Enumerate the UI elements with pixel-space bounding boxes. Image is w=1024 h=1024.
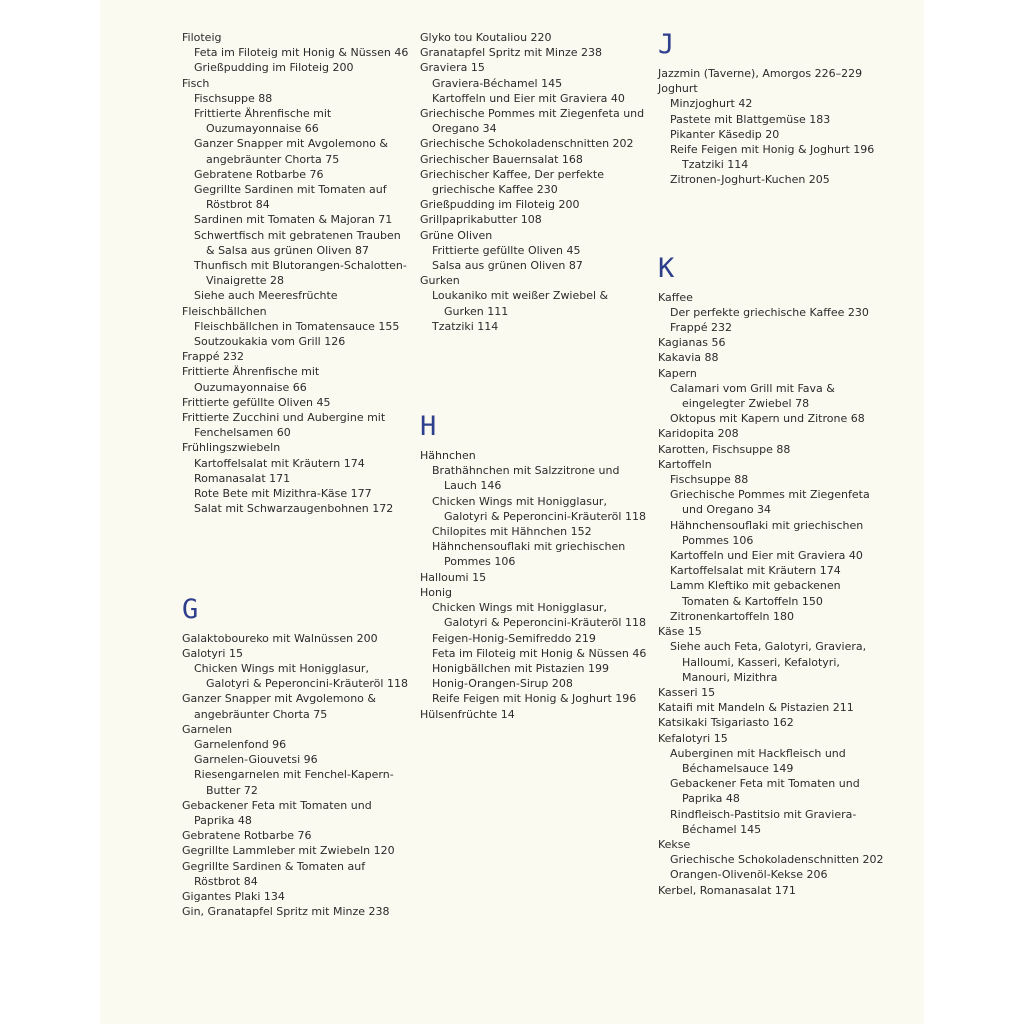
index-entry: Gin, Granatapfel Spritz mit Minze 238 [182, 905, 390, 919]
index-subentry: Brathähnchen mit Salzzitrone und Lauch 146 [432, 464, 620, 493]
index-entry: Galaktoboureko mit Walnüssen 200 [182, 631, 378, 645]
index-entry: Halloumi 15 [420, 570, 487, 584]
index-entry: Kagianas 56 [658, 336, 726, 350]
index-entry: Galotyri 15 [182, 646, 243, 660]
index-entry: Kasseri 15 [658, 685, 716, 699]
index-entry: Granatapfel Spritz mit Minze 238 [420, 46, 602, 60]
index-subentry: Hähnchensouflaki mit griechischen Pommes 106 [670, 518, 864, 547]
index-subentry: Reife Feigen mit Honig & Joghurt 196 [670, 143, 875, 157]
index-entry: Karidopita 208 [658, 427, 739, 441]
index-entry: Frittierte Zucchini und Aubergine mit Fenchelsamen 60 [182, 411, 386, 440]
index-entry: Frühlingszwiebeln [182, 441, 281, 455]
index-subentry: Reife Feigen mit Honig & Joghurt 196 [432, 692, 637, 706]
index-subentry: Kartoffelsalat mit Kräutern 174 [670, 564, 841, 578]
index-subentry: Salat mit Schwarzaugenbohnen 172 [194, 502, 394, 516]
index-entry: Fisch [182, 76, 210, 90]
index-entry: Griechischer Kaffee, Der perfekte griechische Kaffee 230 [420, 167, 604, 197]
index-column-1 [182, 30, 410, 919]
letter-heading-h: H [420, 411, 437, 443]
index-subentry: Schwertfisch mit gebratenen Trauben & Salsa aus grünen Oliven 87 [194, 228, 401, 257]
index-entry: Frittierte Ährenfische mit Ouzumayonnaise 66 [182, 365, 320, 394]
index-subentry: Feta im Filoteig mit Honig & Nüssen 46 [432, 646, 647, 660]
index-subentry: Rote Bete mit Mizithra-Käse 177 [194, 487, 372, 501]
index-entry: Kerbel, Romanasalat 171 [658, 883, 796, 897]
index-subentry: Feta im Filoteig mit Honig & Nüssen 46 [194, 46, 409, 60]
index-subentry: Honig-Orangen-Sirup 208 [432, 677, 573, 691]
index-entry: Käse 15 [658, 625, 702, 639]
index-subentry: Loukaniko mit weißer Zwiebel & Gurken 111 [432, 289, 609, 318]
index-entry: Ganzer Snapper mit Avgolemono & angebräunter Chorta 75 [182, 692, 376, 721]
index-entry: Kapern [658, 366, 697, 380]
index-entry: Kartoffeln [658, 457, 712, 471]
index-entry: Kakavia 88 [658, 351, 719, 365]
index-entry: Kefalotyri 15 [658, 731, 728, 745]
index-entry: Garnelen [182, 722, 233, 736]
index-entry: Joghurt [658, 82, 698, 96]
index-entry: Gigantes Plaki 134 [182, 889, 285, 903]
index-entry: Katsikaki Tsigariasto 162 [658, 716, 794, 730]
index-entry: Frappé 232 [182, 350, 245, 364]
index-subentry: Chilopites mit Hähnchen 152 [432, 525, 592, 539]
index-subentry: Fischsuppe 88 [194, 91, 273, 105]
index-entry: Gegrillte Lammleber mit Zwiebeln 120 [182, 844, 395, 858]
index-subentry: Griechische Schokoladenschnitten 202 [670, 853, 884, 867]
index-entry: Karotten, Fischsuppe 88 [658, 442, 791, 456]
index-subentry: Ganzer Snapper mit Avgolemono & angebräunter Chorta 75 [194, 137, 388, 166]
letter-heading-j: J [658, 29, 675, 60]
index-subentry: Frappé 232 [670, 321, 733, 335]
index-column-3 [658, 30, 886, 898]
index-subentry: Oktopus mit Kapern und Zitrone 68 [670, 412, 865, 426]
index-subentry: Soutzoukakia vom Grill 126 [194, 335, 346, 349]
index-subentry: Zitronen-Joghurt-Kuchen 205 [670, 173, 830, 187]
index-subentry: Salsa aus grünen Oliven 87 [432, 259, 583, 273]
index-subentry: Sardinen mit Tomaten & Majoran 71 [194, 213, 393, 227]
index-entry: Gurken [420, 274, 460, 288]
index-subentry: Graviera-Béchamel 145 [432, 76, 563, 90]
index-subentry: Grießpudding im Filoteig 200 [194, 61, 354, 75]
index-entry: Kekse [658, 837, 691, 851]
index-subentry: Kartoffeln und Eier mit Graviera 40 [670, 549, 863, 563]
index-subentry: Griechische Pommes mit Ziegenfeta und Oregano 34 [670, 488, 870, 517]
index-subentry: Fleischbällchen in Tomatensauce 155 [194, 319, 400, 333]
index-entry: Grießpudding im Filoteig 200 [420, 198, 580, 212]
index-subentry: Siehe auch Meeresfrüchte [194, 289, 338, 303]
index-subentry: Riesengarnelen mit Fenchel-Kapern-Butter 72 [194, 768, 394, 797]
index-subentry: Frittierte Ährenfische mit Ouzumayonnaise 66 [194, 107, 332, 136]
index-entry: Griechischer Bauernsalat 168 [420, 152, 583, 166]
index-subentry: Rindfleisch-Pastitsio mit Graviera-Béchamel 145 [670, 807, 857, 836]
index-subentry: Fischsuppe 88 [670, 473, 749, 487]
index-entry: Gebackener Feta mit Tomaten und Paprika 48 [182, 798, 372, 827]
index-subentry: Romanasalat 171 [194, 471, 291, 485]
index-subentry: Siehe auch Feta, Galotyri, Graviera, Halloumi, Kasseri, Kefalotyri, Manouri, Mizithra [670, 640, 867, 684]
index-subentry: Gegrillte Sardinen mit Tomaten auf Röstbrot 84 [194, 183, 387, 212]
index-subentry: Zitronenkartoffeln 180 [670, 609, 794, 623]
index-subentry: Frittierte gefüllte Oliven 45 [432, 243, 581, 257]
index-subentry: Garnelenfond 96 [194, 737, 287, 751]
index-subentry: Kartoffelsalat mit Kräutern 174 [194, 456, 365, 470]
index-entry: Griechische Pommes mit Ziegenfeta und Oregano 34 [420, 107, 645, 136]
index-entry: Kaffee [658, 290, 693, 304]
index-subentry: Honigbällchen mit Pistazien 199 [432, 661, 609, 675]
index-subentry: Garnelen-Giouvetsi 96 [194, 753, 318, 767]
index-subentry: Feigen-Honig-Semifreddo 219 [432, 631, 596, 645]
index-entry: Frittierte gefüllte Oliven 45 [182, 395, 331, 409]
letter-heading-g: G [182, 593, 199, 625]
index-column-2 [420, 30, 648, 722]
index-entry: Grillpaprikabutter 108 [420, 213, 542, 227]
index-page [100, 0, 924, 1024]
index-entry: Hülsenfrüchte 14 [420, 707, 515, 721]
index-entry: Fleischbällchen [182, 304, 267, 318]
letter-heading-k: K [658, 252, 675, 284]
index-entry: Graviera 15 [420, 61, 485, 75]
index-entry: Kataifi mit Mandeln & Pistazien 211 [658, 701, 854, 715]
index-entry: Gebratene Rotbarbe 76 [182, 829, 312, 843]
index-subentry: Lamm Kleftiko mit gebackenen Tomaten & Kartoffeln 150 [670, 579, 841, 608]
index-entry: Filoteig [182, 31, 222, 44]
index-subentry: Kartoffeln und Eier mit Graviera 40 [432, 91, 625, 105]
index-entry: Gegrillte Sardinen & Tomaten auf Röstbrot 84 [182, 859, 366, 888]
index-subentry: Gebackener Feta mit Tomaten und Paprika 48 [670, 777, 860, 806]
index-entry: Grüne Oliven [420, 228, 493, 242]
index-entry: Honig [420, 585, 453, 599]
index-subentry: Minzjoghurt 42 [670, 97, 753, 111]
index-entry: Jazzmin (Taverne), Amorgos 226–229 [658, 67, 863, 80]
index-entry: Griechische Schokoladenschnitten 202 [420, 137, 634, 151]
index-subentry: Calamari vom Grill mit Fava & eingelegter Zwiebel 78 [670, 381, 835, 411]
index-subentry: Gebratene Rotbarbe 76 [194, 167, 324, 181]
index-subentry: Chicken Wings mit Honigglasur, Galotyri & Peperoncini-Kräuteröl 118 [432, 601, 646, 630]
index-subentry: Chicken Wings mit Honigglasur, Galotyri & Peperoncini-Kräuteröl 118 [194, 661, 408, 691]
index-entry: Glyko tou Koutaliou 220 [420, 31, 552, 44]
index-subentry: Chicken Wings mit Honigglasur, Galotyri & Peperoncini-Kräuteröl 118 [432, 494, 646, 523]
index-subentry: Tzatziki 114 [682, 158, 749, 172]
index-subentry: Orangen-Olivenöl-Kekse 206 [670, 868, 828, 882]
index-subentry: Tzatziki 114 [432, 319, 499, 333]
index-entry: Hähnchen [420, 449, 476, 463]
index-subentry: Pastete mit Blattgemüse 183 [670, 112, 831, 126]
index-subentry: Thunfisch mit Blutorangen-Schalotten-Vinaigrette 28 [194, 259, 407, 288]
index-subentry: Hähnchensouflaki mit griechischen Pommes 106 [432, 540, 626, 569]
index-subentry: Auberginen mit Hackfleisch und Béchamelsauce 149 [670, 746, 846, 775]
index-subentry: Pikanter Käsedip 20 [670, 127, 780, 141]
index-subentry: Der perfekte griechische Kaffee 230 [670, 305, 869, 319]
